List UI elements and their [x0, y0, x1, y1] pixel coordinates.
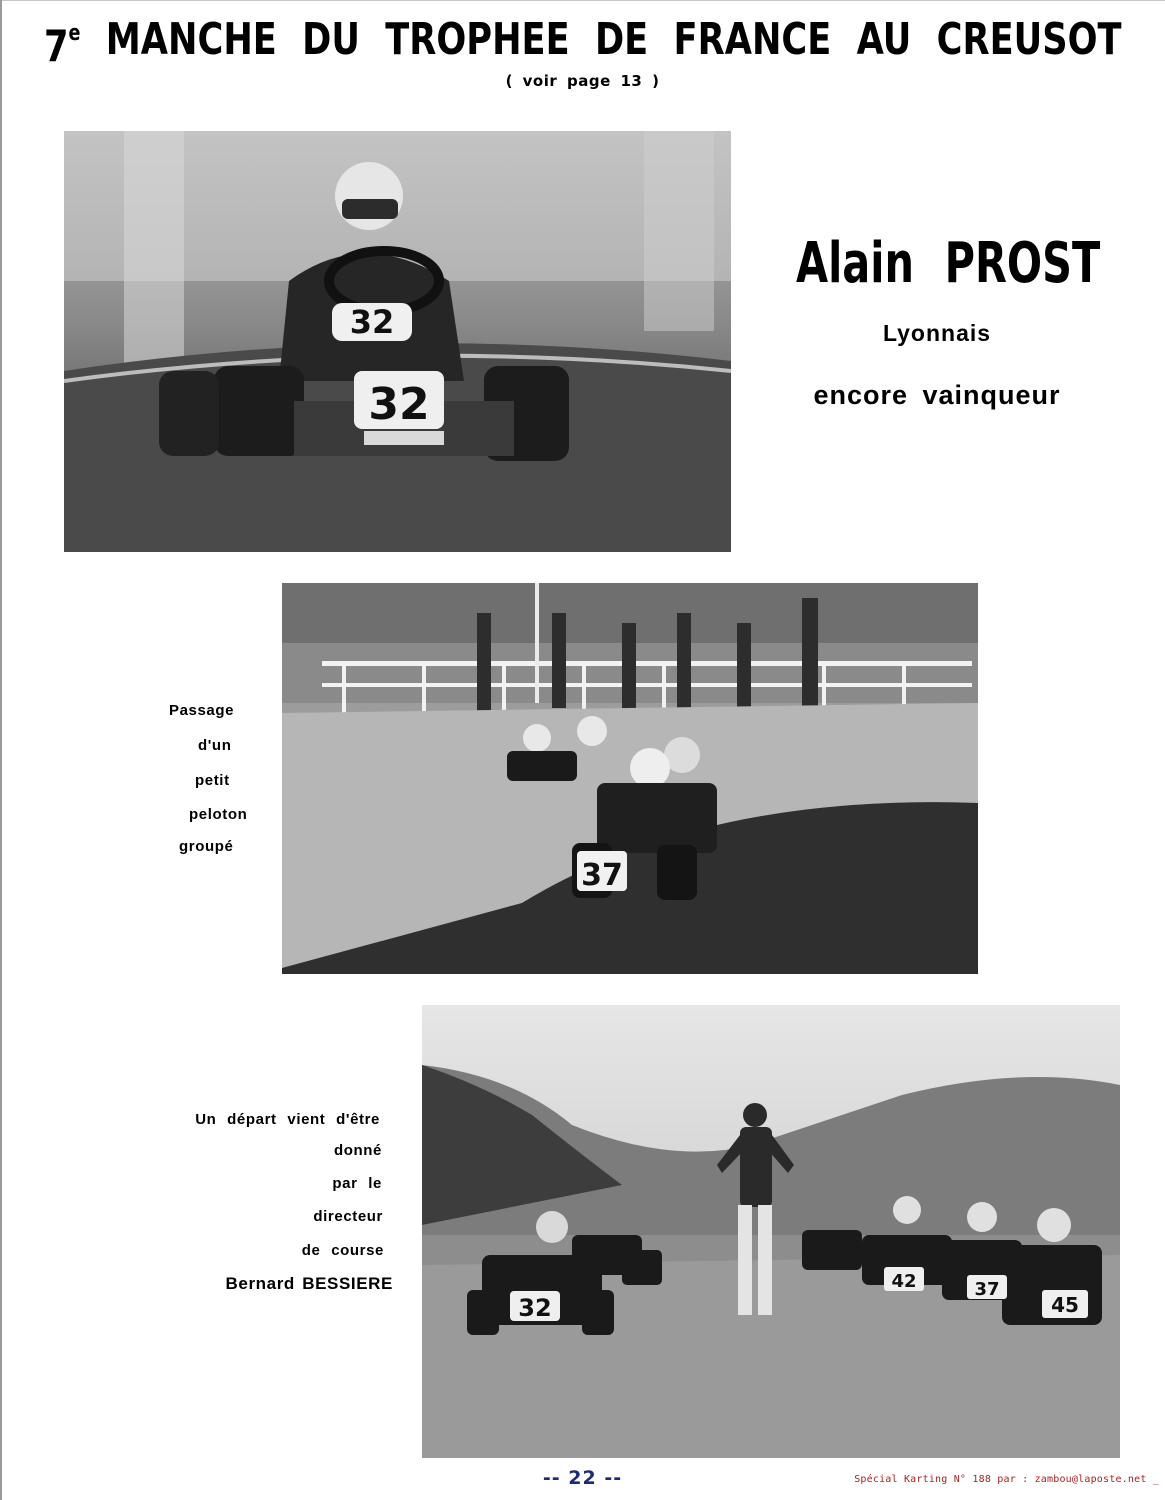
headline-word-du: DU [302, 14, 360, 65]
headline-word-au: AU [856, 14, 912, 65]
caption3-line-2: donné [334, 1142, 382, 1159]
winner-name: Alain PROST [796, 231, 1101, 296]
headline-word-de: DE [594, 14, 649, 65]
caption3-line-4: directeur [313, 1208, 383, 1225]
caption3-line-3: par le [332, 1175, 382, 1192]
headline-word-7: 7e [44, 21, 81, 73]
winner-tagline: encore vainqueur [813, 380, 1061, 410]
headline-word-creusot: CREUSOT [936, 14, 1122, 65]
photo3-number-2: 42 [891, 1271, 917, 1292]
page-border-top [0, 0, 1165, 1]
photo3-number-1: 32 [518, 1294, 552, 1322]
winner-origin: Lyonnais [882, 320, 992, 346]
photo-peloton [282, 583, 978, 974]
caption2-line-1: Passage [169, 702, 235, 719]
caption2-line-4: peloton [189, 806, 248, 823]
caption3-line-1: Un départ vient d'être [195, 1111, 380, 1128]
photo1-number-upper: 32 [349, 303, 395, 341]
caption2-line-2: d'un [198, 737, 232, 754]
photo3-number-4: 45 [1051, 1293, 1079, 1317]
photo-start-grid [422, 1005, 1120, 1458]
page-reference: ( voir page 13 ) [505, 72, 660, 90]
caption3-director-name: Bernard BESSIERE [225, 1274, 393, 1293]
headline-word-france: FRANCE [673, 14, 832, 65]
credit-line: Spécial Karting N° 188 par : zambou@laposte.net _ [854, 1474, 1159, 1485]
photo3-number-3: 37 [974, 1279, 1000, 1300]
headline-word-trophee: TROPHEE [385, 14, 570, 65]
page-border-left [0, 0, 2, 1500]
page-number: -- 22 -- [542, 1467, 623, 1489]
caption2-line-5: groupé [179, 838, 234, 855]
caption3-line-5: de course [301, 1242, 384, 1259]
photo2-kart-number: 37 [581, 858, 623, 893]
caption2-line-3: petit [195, 772, 230, 789]
photo-prost-kart [64, 131, 731, 552]
photo1-number-front: 32 [368, 379, 430, 430]
headline-word-manche: MANCHE [105, 14, 277, 65]
headline [44, 14, 1122, 73]
